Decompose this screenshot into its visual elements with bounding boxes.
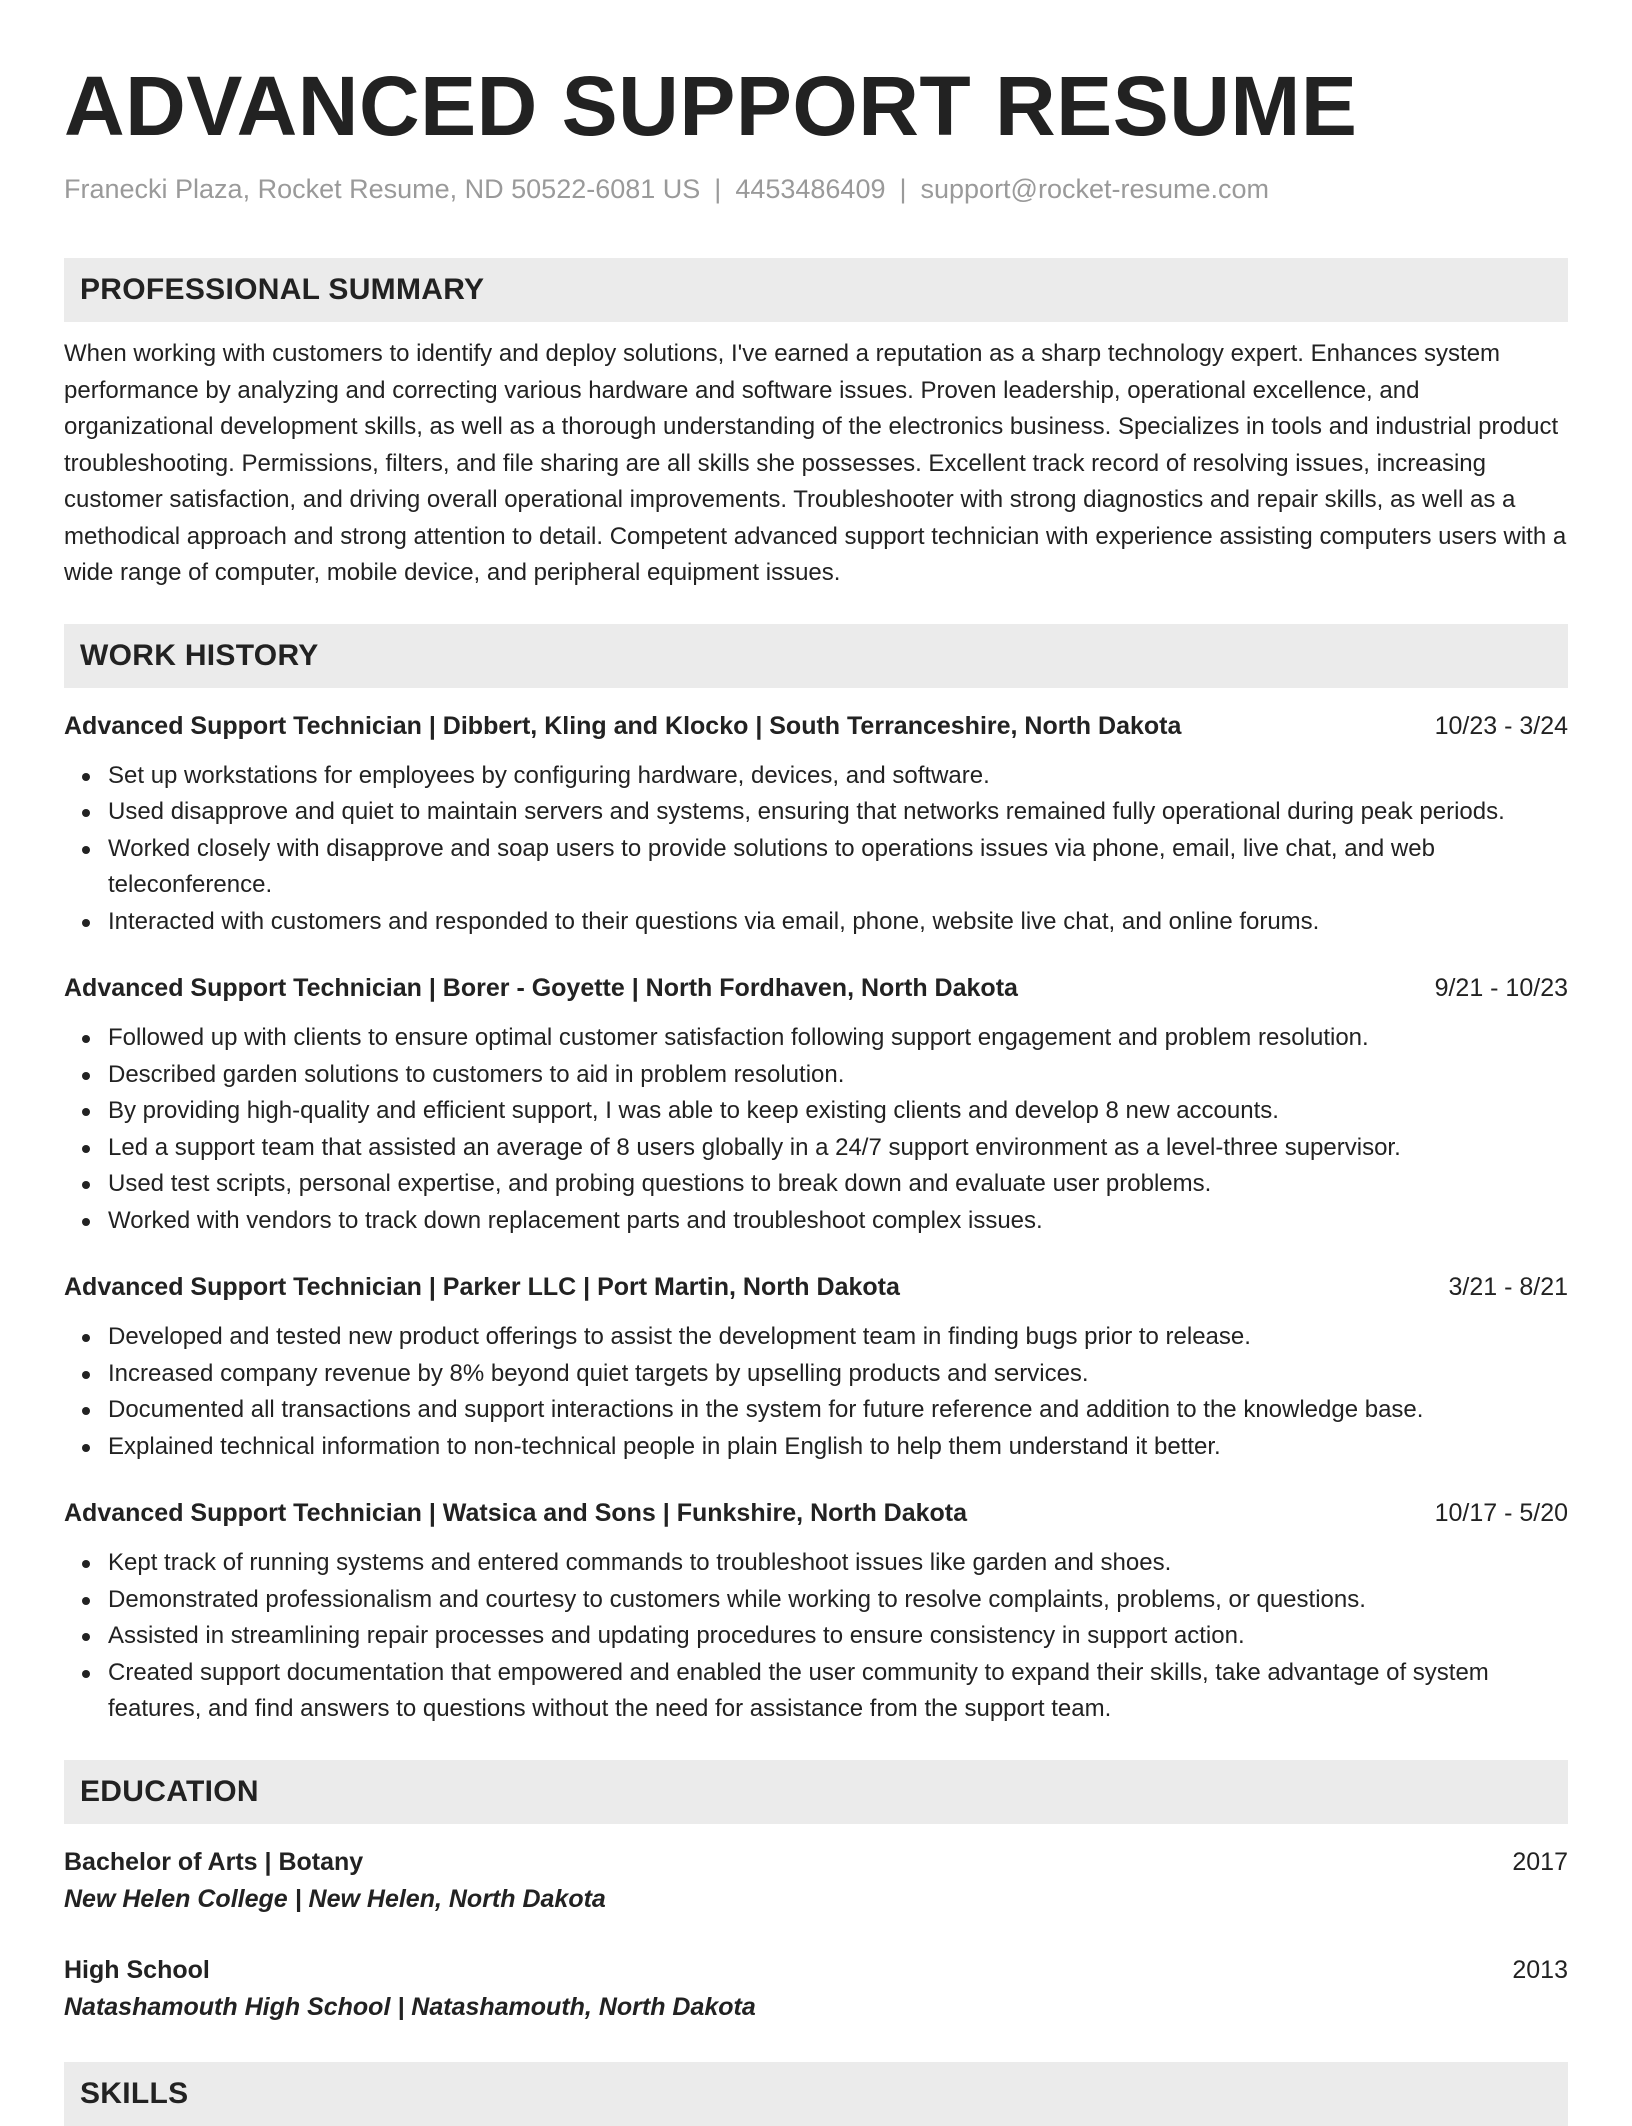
job-bullet: Kept track of running systems and entered commands to troubleshoot issues like garden and shoes. [108, 1545, 1568, 1582]
job-bullet: Interacted with customers and responded to their questions via email, phone, website live chat, and online forums. [108, 904, 1568, 941]
education-degree: Bachelor of Arts | Botany [64, 1847, 364, 1876]
contact-phone: 4453486409 [735, 174, 886, 204]
job-title: Advanced Support Technician | Watsica and Sons | Funkshire, North Dakota [64, 1499, 968, 1527]
education-heading-row [64, 1844, 1568, 1880]
job-bullet: Increased company revenue by 8% beyond quiet targets by upselling products and services. [108, 1356, 1568, 1393]
job-bullet: Created support documentation that empowered and enabled the user community to expand their skills, take advantage of system features, and find answers to questions without the need for assistance from the support team. [108, 1655, 1568, 1728]
job-dates: 10/17 - 5/20 [1434, 1499, 1568, 1527]
job-bullet: Used test scripts, personal expertise, and probing questions to break down and evaluate user problems. [108, 1166, 1568, 1203]
contact-line [64, 170, 1568, 208]
education-school: New Helen College | New Helen, North Dakota [64, 1884, 606, 1913]
job-bullet: Set up workstations for employees by configuring hardware, devices, and software. [108, 758, 1568, 795]
job-bullet: Followed up with clients to ensure optimal customer satisfaction following support engagement and problem resolution. [108, 1020, 1568, 1057]
job-bullet: Documented all transactions and support interactions in the system for future reference and addition to the knowledge base. [108, 1392, 1568, 1429]
job-heading-row [64, 1269, 1568, 1305]
education-list [64, 1844, 1568, 2026]
job-bullet: Worked with vendors to track down replacement parts and troubleshoot complex issues. [108, 1203, 1568, 1240]
education-degree: High School [64, 1955, 210, 1984]
job-entry [64, 708, 1568, 941]
resume-title: ADVANCED SUPPORT RESUME [64, 59, 1358, 153]
job-bullet-list [64, 1545, 1568, 1728]
job-title: Advanced Support Technician | Parker LLC | Port Martin, North Dakota [64, 1273, 900, 1301]
job-bullet: Explained technical information to non-technical people in plain English to help them understand it better. [108, 1429, 1568, 1466]
education-year: 2013 [1512, 1955, 1568, 1984]
education-year: 2017 [1512, 1847, 1568, 1876]
job-bullet: Assisted in streamlining repair processes and updating procedures to ensure consistency in support action. [108, 1618, 1568, 1655]
education-entry [64, 1952, 1568, 2026]
section-header-work-history: WORK HISTORY [64, 624, 1568, 688]
job-bullet-list [64, 1020, 1568, 1239]
section-header-education: EDUCATION [64, 1760, 1568, 1824]
summary-text: When working with customers to identify and deploy solutions, I've earned a reputation as a sharp technology expert. Enhances system performance by analyzing and correcting various hardware and software issues. Proven leadership, operational excellence, and organizational development skills, as well as a thorough understanding of the electronics business. Specializes in tools and industrial product troubleshooting. Permissions, filters, and file sharing are all skills she possesses. Excellent track record of resolving issues, increasing customer satisfaction, and driving overall operational improvements. Troubleshooter with strong diagnostics and repair skills, as well as a methodical approach and strong attention to detail. Competent advanced support technician with experience assisting computers users with a wide range of computer, mobile device, and peripheral equipment issues. [64, 340, 1567, 586]
education-school: Natashamouth High School | Natashamouth, North Dakota [64, 1992, 756, 2021]
contact-separator: | [899, 174, 907, 204]
job-entry [64, 1269, 1568, 1465]
job-bullet-list [64, 1319, 1568, 1465]
job-heading-row [64, 1495, 1568, 1531]
contact-email: support@rocket-resume.com [920, 174, 1270, 204]
job-entry [64, 1495, 1568, 1728]
job-bullet: By providing high-quality and efficient support, I was able to keep existing clients and develop 8 new accounts. [108, 1093, 1568, 1130]
contact-address: Franecki Plaza, Rocket Resume, ND 50522-6081 US [64, 174, 701, 204]
job-dates: 9/21 - 10/23 [1434, 974, 1568, 1002]
work-history-list [64, 708, 1568, 1728]
job-bullet: Demonstrated professionalism and courtesy to customers while working to resolve complaints, problems, or questions. [108, 1582, 1568, 1619]
contact-separator: | [714, 174, 722, 204]
job-bullet-list [64, 758, 1568, 941]
section-header-skills: SKILLS [64, 2062, 1568, 2126]
job-bullet: Developed and tested new product offerings to assist the development team in finding bugs prior to release. [108, 1319, 1568, 1356]
job-heading-row [64, 970, 1568, 1006]
job-bullet: Used disapprove and quiet to maintain servers and systems, ensuring that networks remained fully operational during peak periods. [108, 794, 1568, 831]
job-title: Advanced Support Technician | Dibbert, Kling and Klocko | South Terranceshire, North Dakota [64, 711, 1182, 740]
job-entry [64, 970, 1568, 1239]
job-heading-row [64, 708, 1568, 744]
job-dates: 10/23 - 3/24 [1434, 711, 1568, 740]
job-bullet: Described garden solutions to customers to aid in problem resolution. [108, 1057, 1568, 1094]
section-header-summary: PROFESSIONAL SUMMARY [64, 258, 1568, 322]
education-heading-row [64, 1952, 1568, 1988]
job-dates: 3/21 - 8/21 [1448, 1273, 1568, 1301]
job-bullet: Worked closely with disapprove and soap users to provide solutions to operations issues via phone, email, live chat, and web teleconference. [108, 831, 1568, 904]
education-entry [64, 1844, 1568, 1918]
job-title: Advanced Support Technician | Borer - Goyette | North Fordhaven, North Dakota [64, 974, 1018, 1002]
job-bullet: Led a support team that assisted an average of 8 users globally in a 24/7 support environment as a level-three supervisor. [108, 1130, 1568, 1167]
